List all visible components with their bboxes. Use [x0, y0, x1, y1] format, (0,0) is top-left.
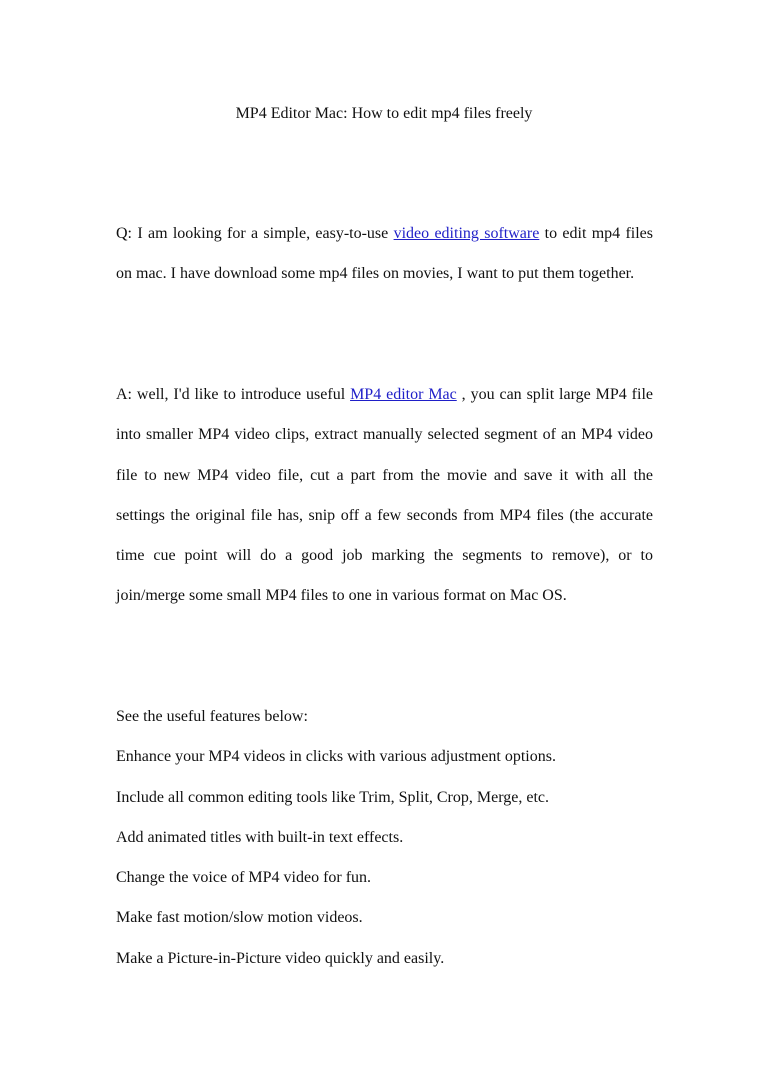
- feature-item: Make a Picture-in-Picture video quickly and easily.: [116, 950, 445, 967]
- feature-item: Add animated titles with built-in text effects.: [116, 829, 404, 846]
- answer-text-suffix: , you can split large MP4 file into smaller MP4 video clips, extract manually selected segment of an MP4 video file to new MP4 video file, cut a part from the movie and save it with all the settings the original file has, snip off a few seconds from MP4 files (the accurate time cue point will do a good job marking the segments to remove), or to join/merge some small MP4 files to one in various format on Mac OS.: [116, 386, 653, 605]
- features-intro: See the useful features below:: [116, 708, 308, 725]
- question-text-suffix: to edit mp4 files on mac. I have download some mp4 files on movies, I want to put them together.: [116, 225, 654, 283]
- feature-item: Change the voice of MP4 video for fun.: [116, 869, 372, 886]
- answer-text-prefix: A: well, I'd like to introduce useful: [116, 386, 351, 403]
- feature-item: Include all common editing tools like Trim, Split, Crop, Merge, etc.: [116, 789, 549, 806]
- feature-item: Enhance your MP4 videos in clicks with various adjustment options.: [116, 748, 556, 765]
- video-editing-software-link[interactable]: video editing software: [393, 225, 540, 242]
- question-paragraph: [116, 214, 653, 295]
- question-text-prefix: Q: I am looking for a simple, easy-to-use: [116, 225, 394, 242]
- mp4-editor-mac-link[interactable]: MP4 editor Mac: [350, 386, 457, 403]
- page-title: MP4 Editor Mac: How to edit mp4 files freely: [235, 105, 533, 122]
- answer-paragraph: [116, 375, 653, 617]
- feature-item: Make fast motion/slow motion videos.: [116, 909, 363, 926]
